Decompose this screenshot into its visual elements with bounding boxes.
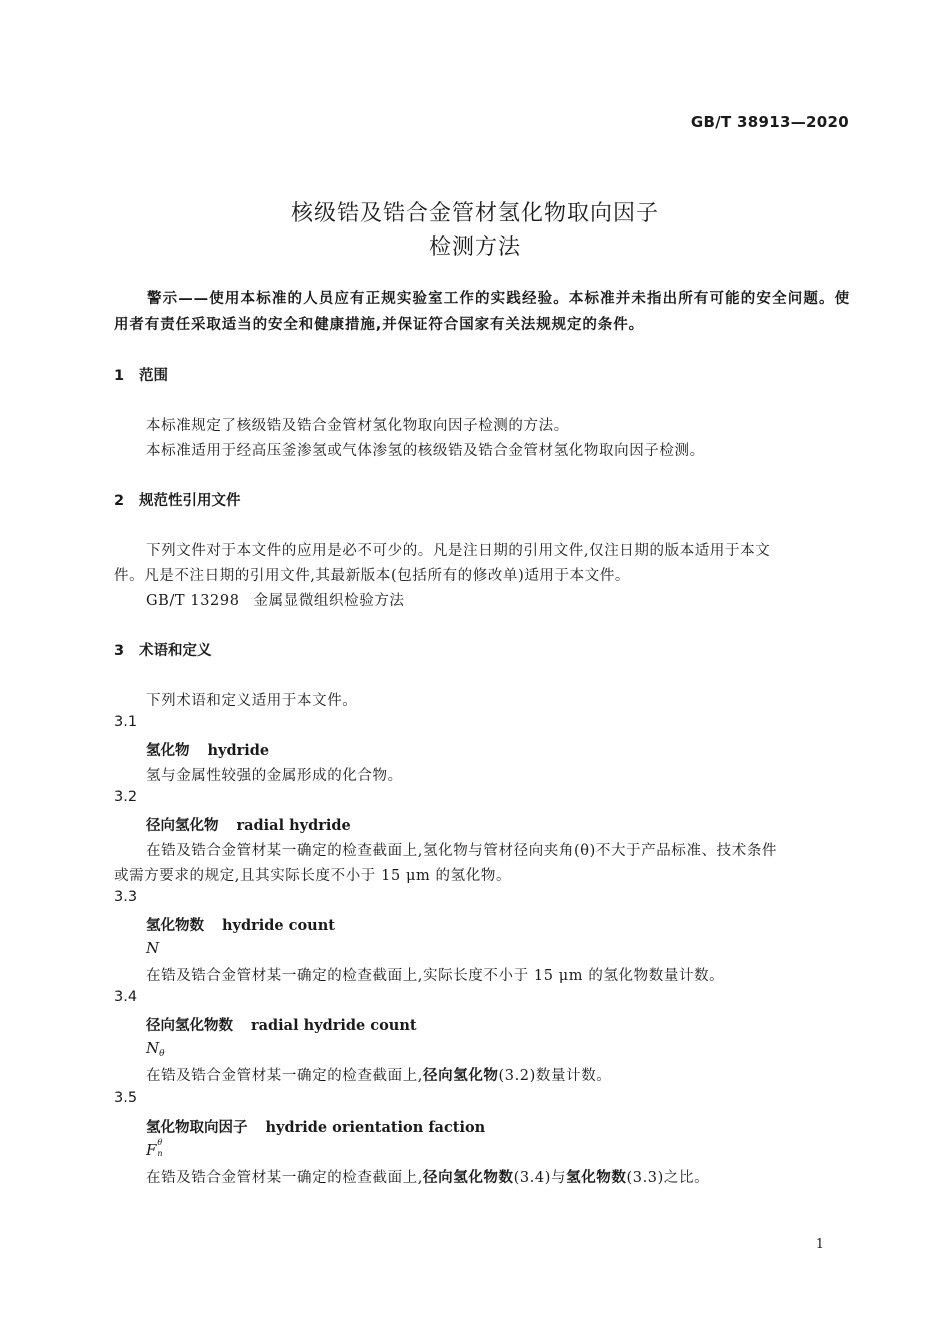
section-3-heading	[114, 639, 212, 660]
term-hydride-count	[146, 914, 335, 935]
term-definition	[146, 1064, 611, 1085]
term-symbol: N	[146, 939, 160, 957]
section-number: 1	[114, 368, 125, 384]
clause-number: 3.4	[114, 989, 138, 1005]
symbol-subscript: θ	[159, 1049, 165, 1059]
term-reference: 径向氢化物数	[423, 1170, 514, 1186]
clause-number: 3.2	[114, 789, 138, 805]
term-zh: 径向氢化物数	[146, 1018, 233, 1034]
page-number: 1	[815, 1237, 824, 1252]
term-reference: 径向氢化物	[423, 1068, 499, 1084]
section-2-paragraph-line1: 下列文件对于本文件的应用是必不可少的。凡是注日期的引用文件,仅注日期的版本适用于本文	[146, 543, 771, 559]
symbol-base: N	[146, 1039, 160, 1057]
term-definition-line2: 或需方要求的规定,且其实际长度不小于 15 μm 的氢化物。	[114, 868, 512, 884]
reference-title: 金属显微组织检验方法	[253, 593, 405, 609]
normative-reference	[146, 589, 405, 610]
term-zh: 氢化物	[146, 743, 190, 759]
definition-text: (3.2)数量计数。	[498, 1068, 612, 1084]
definition-text: 在锆及锆合金管材某一确定的检查截面上,	[146, 1068, 424, 1084]
document-title-line1: 核级锆及锆合金管材氢化物取向因子	[290, 201, 659, 226]
term-definition: 在锆及锆合金管材某一确定的检查截面上,实际长度不小于 15 μm 的氢化物数量计数。	[146, 968, 725, 984]
term-en: hydride count	[222, 917, 335, 934]
symbol-subscript: n	[157, 1148, 163, 1158]
term-reference: 氢化物数	[566, 1170, 627, 1186]
clause-number: 3.5	[114, 1090, 138, 1106]
clause-number: 3.1	[114, 714, 138, 730]
section-1-paragraph-1: 本标准规定了核级锆及锆合金管材氢化物取向因子检测的方法。	[146, 418, 569, 434]
term-en: radial hydride	[236, 817, 351, 834]
term-hydride	[146, 739, 269, 760]
section-1-heading	[114, 364, 168, 385]
definition-text: (3.3)之比。	[626, 1170, 710, 1186]
section-2-paragraph-line2: 件。凡是不注日期的引用文件,其最新版本(包括所有的修改单)适用于本文件。	[114, 568, 631, 584]
symbol-base: F	[146, 1141, 157, 1159]
section-title: 范围	[139, 368, 168, 384]
term-radial-hydride-count	[146, 1014, 417, 1035]
document-title-line2: 检测方法	[428, 235, 521, 260]
symbol-superscript: θ	[157, 1137, 163, 1147]
section-number: 3	[114, 643, 125, 659]
term-en: radial hydride count	[251, 1017, 417, 1034]
term-definition	[146, 1166, 709, 1187]
term-radial-hydride	[146, 814, 351, 835]
safety-warning: 警示——使用本标准的人员应有正规实验室工作的实践经验。本标准并未指出所有可能的安全问题。使用者有责任采取适当的安全和健康措施,并保证符合国家有关法规规定的条件。	[114, 291, 850, 333]
term-symbol	[146, 1137, 164, 1159]
reference-code: GB/T 13298	[146, 593, 240, 609]
definition-text: 在锆及锆合金管材某一确定的检查截面上,	[146, 1170, 424, 1186]
section-2-heading	[114, 489, 241, 510]
section-1-paragraph-2: 本标准适用于经高压釜渗氢或气体渗氢的核级锆及锆合金管材氢化物取向因子检测。	[146, 443, 705, 459]
section-3-intro: 下列术语和定义适用于本文件。	[146, 693, 358, 709]
section-title: 术语和定义	[139, 643, 212, 659]
section-number: 2	[114, 493, 125, 509]
term-symbol	[146, 1039, 165, 1059]
term-en: hydride orientation faction	[265, 1119, 486, 1136]
section-title: 规范性引用文件	[139, 493, 241, 509]
definition-text: (3.4)与	[513, 1170, 567, 1186]
term-definition: 氢与金属性较强的金属形成的化合物。	[146, 768, 403, 784]
standard-number: GB/T 38913—2020	[690, 113, 849, 131]
term-en: hydride	[207, 742, 270, 759]
term-zh: 径向氢化物	[146, 818, 219, 834]
term-hydride-orientation-faction	[146, 1116, 485, 1137]
clause-number: 3.3	[114, 889, 138, 905]
term-zh: 氢化物数	[146, 918, 204, 934]
term-definition-line1: 在锆及锆合金管材某一确定的检查截面上,氢化物与管材径向夹角(θ)不大于产品标准、技术条件	[146, 843, 778, 859]
term-zh: 氢化物取向因子	[146, 1120, 248, 1136]
